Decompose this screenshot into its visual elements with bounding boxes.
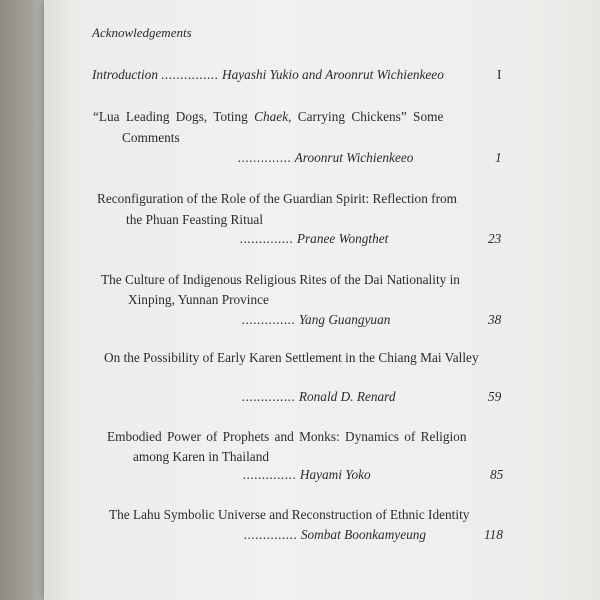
leader-dots: ............... — [161, 67, 219, 82]
title-text: , Carrying Chickens” Some — [288, 109, 444, 124]
author-name: Pranee Wongthet — [296, 231, 389, 246]
page-number: 85 — [490, 467, 504, 482]
book-spine-shadow — [0, 0, 44, 600]
title-italic-word: Chaek — [254, 109, 289, 124]
leader-dots: .............. — [242, 312, 296, 327]
author-name: Ronald D. Renard — [298, 389, 396, 404]
toc-entry-title — [93, 108, 443, 126]
leader-dots: .............. — [244, 527, 298, 542]
toc-entry-author-line — [244, 526, 426, 544]
author-name: Aroonrut Wichienkeeo — [294, 150, 414, 165]
leader-dots: .............. — [240, 231, 294, 246]
leader-dots: .............. — [243, 467, 297, 482]
toc-entry-title: The Culture of Indigenous Religious Rites of the Dai Nationality in — [101, 272, 460, 287]
introduction-authors: Hayashi Yukio and Aroonrut Wichienkeeo — [222, 67, 444, 82]
toc-entry-title: On the Possibility of Early Karen Settlement in the Chiang Mai Valley — [104, 350, 479, 365]
author-name: Yang Guangyuan — [298, 312, 391, 327]
leader-dots: .............. — [238, 150, 292, 165]
toc-entry-author-line — [238, 149, 413, 167]
toc-entry-title-continued: Xinping, Yunnan Province — [128, 292, 269, 307]
title-text: “Lua Leading Dogs, Toting — [93, 109, 255, 124]
page-number: 1 — [495, 150, 502, 165]
toc-entry-title-continued: among Karen in Thailand — [133, 449, 270, 464]
introduction-page-number: I — [497, 67, 502, 82]
toc-entry-author-line — [240, 230, 388, 248]
page-number: 118 — [484, 527, 503, 542]
author-name: Hayami Yoko — [299, 467, 371, 482]
acknowledgements-heading: Acknowledgements — [92, 25, 192, 40]
page-number: 38 — [488, 312, 502, 327]
toc-entry-author-line — [242, 311, 390, 329]
introduction-label: Introduction — [92, 67, 158, 82]
toc-entry-title: The Lahu Symbolic Universe and Reconstruction of Ethnic Identity — [109, 507, 470, 522]
toc-entry-title-continued: the Phuan Feasting Ritual — [126, 212, 264, 227]
introduction-entry — [92, 66, 444, 84]
toc-entry-title: Embodied Power of Prophets and Monks: Dynamics of Religion — [107, 429, 467, 444]
toc-entry-title: Reconfiguration of the Role of the Guardian Spirit: Reflection from — [97, 191, 458, 206]
page-number: 59 — [488, 389, 502, 404]
author-name: Sombat Boonkamyeung — [300, 527, 427, 542]
leader-dots: .............. — [242, 389, 296, 404]
toc-entry-author-line — [243, 466, 371, 484]
toc-entry-author-line — [242, 388, 396, 406]
page-number: 23 — [488, 231, 502, 246]
toc-entry-title-continued: Comments — [122, 130, 180, 145]
